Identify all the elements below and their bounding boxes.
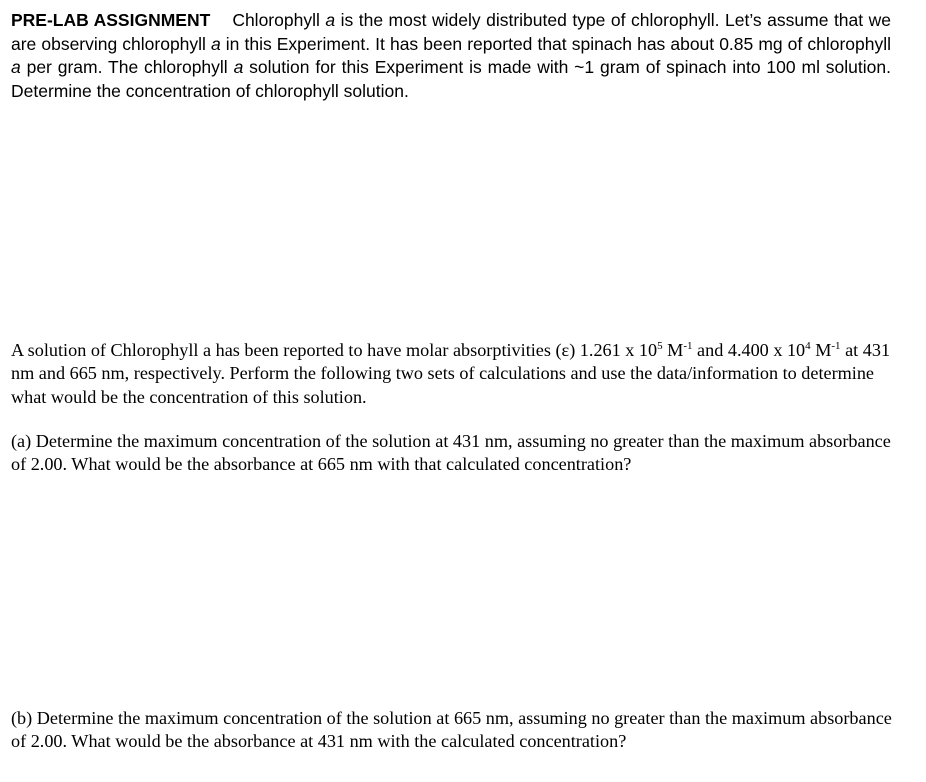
intro-text-2: M (662, 340, 684, 360)
prelab-heading: PRE-LAB ASSIGNMENT (11, 10, 211, 30)
intro-exponent-3: 4 (805, 340, 811, 352)
prelab-italic-a-4: a (233, 57, 244, 77)
prelab-text-4: per gram. The chlorophyll (20, 57, 234, 77)
prelab-text-1: Chlorophyll (232, 10, 326, 30)
question-b: (b) Determine the maximum concentration of the solution at 665 nm, assuming no greater than the maximum absorbance of 2.00. What would be the absorbance at 431 nm with the calculated concentration? (11, 708, 892, 752)
prelab-text-5: solution for this Experiment is made with ~1 gram of spinach into 100 ml solution. Determine the concentration of chlorophyll solution. (11, 57, 891, 101)
intro-text-1: A solution of Chlorophyll a has been reported to have molar absorptivities (ε) 1.261 x 10 (11, 340, 658, 360)
prelab-paragraph (11, 9, 891, 103)
intro-exponent-2: -1 (683, 340, 693, 352)
intro-text-5: at 431 nm and 665 nm, respectively. Perform the following two sets of calculations and use the data/information to determine what would be the concentration of this solution. (11, 340, 891, 407)
prelab-text-2: is the most widely distributed type of chlorophyll. Let’s assume that we are observing chlorophyll (11, 10, 892, 54)
absorptivity-paragraph (11, 339, 904, 409)
question-a: (a) Determine the maximum concentration of the solution at 431 nm, assuming no greater than the maximum absorbance of 2.00. What would be the absorbance at 665 nm with that calculated concentration? (11, 431, 891, 475)
intro-text-4: M (810, 340, 832, 360)
prelab-text-3: in this Experiment. It has been reported that spinach has about 0.85 mg of chlorophyll (220, 33, 891, 54)
prelab-italic-a-2: a (211, 33, 221, 54)
prelab-italic-a-1: a (325, 10, 336, 30)
intro-text-3: and 4.400 x 10 (692, 340, 806, 360)
intro-exponent-4: -1 (831, 340, 841, 352)
prelab-italic-a-3: a (11, 57, 21, 77)
intro-exponent-1: 5 (657, 340, 663, 352)
